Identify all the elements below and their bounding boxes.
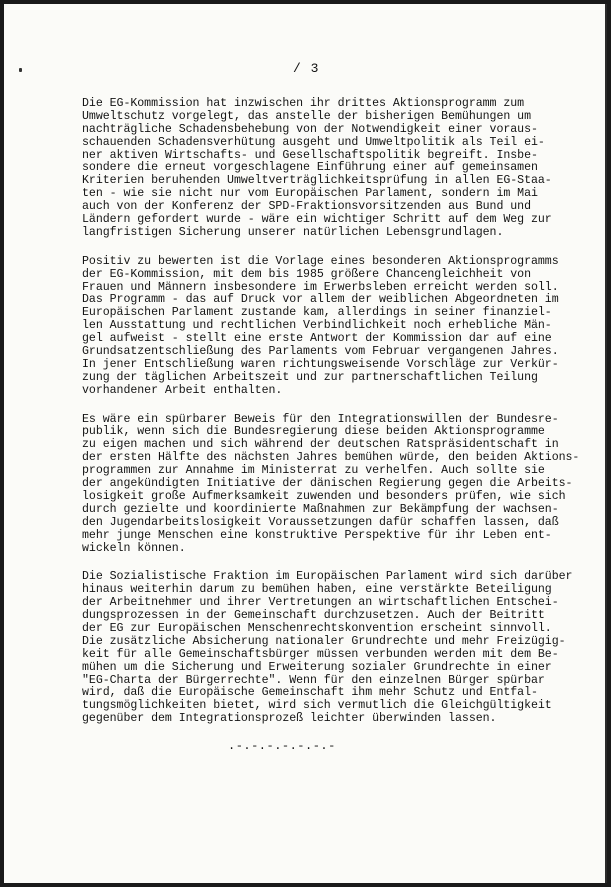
text-line: dungsprozessen in der Gemeinschaft durchzusetzen. Auch der Beitritt	[82, 609, 545, 623]
text-line: der EG-Kommission, mit dem bis 1985 größere Chancengleichheit von	[82, 267, 531, 281]
text-line: "EG-Charta der Bürgerrechte". Wenn für den einzelnen Bürger spürbar	[82, 673, 545, 687]
end-mark: .-.-.-.-.-.-.-	[228, 739, 336, 753]
text-line: Europäischen Parlament zustande kam, allerdings in seiner finanziel-	[82, 306, 552, 320]
paragraph	[82, 256, 606, 398]
paragraph	[82, 414, 606, 556]
text-line: losigkeit große Aufmerksamkeit zuwenden und besonders prüfen, wie sich	[82, 489, 566, 503]
text-line: zung der täglichen Arbeitszeit und zur partnerschaftlichen Teilung	[82, 370, 538, 384]
text-line: Es wäre ein spürbarer Beweis für den Integrationswillen der Bundesre-	[82, 412, 559, 426]
text-line: Umweltschutz vorgelegt, das anstelle der bisherigen Bemühungen um	[82, 109, 531, 123]
text-line: der ersten Hälfte des nächsten Jahres bemühen würde, den beiden Aktions-	[82, 451, 580, 465]
text-line: ten - wie sie nicht nur vom Europäischen Parlament, sondern im Mai	[82, 187, 538, 201]
paragraph	[82, 98, 606, 240]
text-line: mehr junge Menschen eine konstruktive Perspektive für ihr Leben ent-	[82, 528, 552, 542]
paragraph	[82, 571, 606, 726]
text-line: auch von der Konferenz der SPD-Fraktionsvorsitzenden aus Bund und	[82, 200, 531, 214]
text-line: der angekündigten Initiative der dänischen Regierung gegen die Arbeits-	[82, 477, 573, 491]
text-line: tungsmöglichkeiten bietet, wird sich vermutlich die Gleichgültigkeit	[82, 699, 552, 713]
text-line: hinaus weiterhin darum zu bemühen haben, eine verstärkte Beteiligung	[82, 583, 552, 597]
text-line: Grundsatzentschließung des Parlaments vom Februar vergangenen Jahres.	[82, 345, 559, 359]
text-line: Kriterien beruhenden Umweltverträglichkeitsprüfung in allen EG-Staa-	[82, 174, 552, 188]
text-line: langfristigen Sicherung unserer natürlichen Lebensgrundlagen.	[82, 225, 504, 239]
text-line: nachträgliche Schadensbehebung von der Notwendigkeit einer voraus-	[82, 122, 538, 136]
text-line: mühen um die Sicherung und Erweiterung sozialer Grundrechte in einer	[82, 660, 552, 674]
text-line: wird, daß die Europäische Gemeinschaft ihm mehr Schutz und Entfal-	[82, 686, 538, 700]
text-line: In jener Entschließung waren richtungsweisende Vorschläge zur Verkür-	[82, 357, 559, 371]
margin-mark	[19, 68, 22, 72]
text-line: programmen zur Annahme im Ministerrat zu verhelfen. Auch sollte sie	[82, 464, 545, 478]
text-line: gegenüber dem Integrationsprozeß leichter überwinden lassen.	[82, 712, 497, 726]
document-page	[4, 4, 607, 883]
text-line: Frauen und Männern insbesondere im Erwerbsleben erreicht werden soll.	[82, 280, 559, 294]
text-line: Das Programm - das auf Druck vor allem der weiblichen Abgeordneten im	[82, 293, 559, 307]
page-number: / 3	[293, 61, 320, 76]
text-line: vorhandener Arbeit enthalten.	[82, 383, 283, 397]
text-line: zu eigen machen und sich während der deutschen Ratspräsidentschaft in	[82, 438, 559, 452]
text-line: keit für alle Gemeinschaftsbürger müssen verbunden werden mit dem Be-	[82, 647, 559, 661]
text-line: Die EG-Kommission hat inzwischen ihr drittes Aktionsprogramm zum	[82, 97, 525, 110]
text-line: der EG zur Europäischen Menschenrechtskonvention erscheint sinnvoll.	[82, 621, 552, 635]
text-line: ner aktiven Wirtschafts- und Gesellschaftspolitik begreift. Insbe-	[82, 148, 538, 162]
text-line: Positiv zu bewerten ist die Vorlage eines besonderen Aktionsprogramms	[82, 254, 559, 268]
text-line: len Ausstattung und rechtlichen Verbindlichkeit noch erhebliche Män-	[82, 319, 552, 333]
text-line: durch gezielte und koordinierte Maßnahmen zur Bekämpfung der wachsen-	[82, 502, 559, 516]
text-line: publik, wenn sich die Bundesregierung diese beiden Aktionsprogramme	[82, 425, 545, 439]
text-line: Die Sozialistische Fraktion im Europäischen Parlament wird sich darüber	[82, 570, 573, 584]
text-line: Die zusätzliche Absicherung nationaler Grundrechte und mehr Freizügig-	[82, 634, 566, 648]
text-line: gel aufweist - stellt eine erste Antwort der Kommission dar auf eine	[82, 332, 552, 346]
text-line: den Jugendarbeitslosigkeit Voraussetzungen dafür schaffen lassen, daß	[82, 515, 559, 529]
text-line: sondere die erneut vorgeschlagene Einführung einer auf gemeinsamen	[82, 161, 538, 175]
text-line: Ländern gefordert wurde - wäre ein wichtiger Schritt auf dem Weg zur	[82, 213, 552, 227]
text-line: schauenden Schadensverhütung ausgeht und Umweltpolitik als Teil ei-	[82, 135, 545, 149]
document-body	[82, 98, 606, 742]
text-line: der Arbeitnehmer und ihrer Vertretungen an wirtschaftlichen Entschei-	[82, 596, 559, 610]
text-line: wickeln können.	[82, 541, 186, 555]
